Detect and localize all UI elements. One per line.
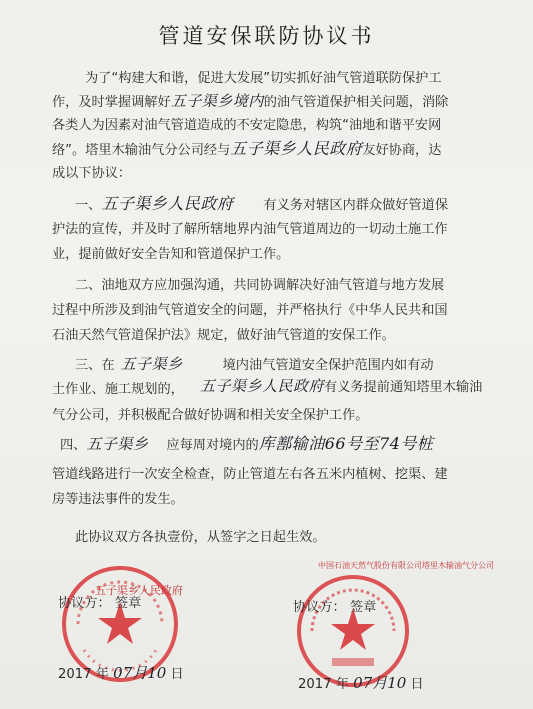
p3-line2: 过程中所涉及到油气管道安全的问题，并严格执行《中华人民共和国 xyxy=(52,303,448,318)
p1-line2 xyxy=(52,93,448,111)
p1-line3: 各类人为因素对油气管道造成的不安定隐患，构筑“油地和谐平安网 xyxy=(52,118,442,133)
left-date-handwritten: 07月10 xyxy=(113,664,167,682)
right-party-sign-label: 协议方： 签章 xyxy=(293,600,377,615)
handwritten-location: 五子渠乡境内 xyxy=(170,92,264,110)
right-date-year: 2017 年 xyxy=(298,677,349,692)
left-seal-text: 五子渠乡人民政府 xyxy=(95,584,183,597)
p1-line5: 成以下协议： xyxy=(52,166,132,181)
handwritten-government: 五子渠乡人民政府 xyxy=(101,194,234,213)
left-date-year: 2017 年 xyxy=(58,667,109,682)
p5-line3: 房等违法事件的发生。 xyxy=(52,492,184,507)
p2-line1 xyxy=(75,196,448,214)
effective-clause: 此协议双方各执壹份，从签字之日起生效。 xyxy=(75,530,326,545)
p4-line2-rest xyxy=(200,378,482,396)
p4-line3: 气分公司，并积极配合做好协调和相关安全保护工作。 xyxy=(52,408,369,423)
p3-line1: 二、油地双方应加强沟通，共同协调解决好油气管道与地方发展 xyxy=(75,278,445,293)
right-sign-date xyxy=(298,672,424,693)
p1-line4-start: 络”。塔里木输油气分公司经与 xyxy=(52,143,231,158)
p1-line1: 为了“构建大和谐，促进大发展”切实抓好油气管道联防保护工 xyxy=(85,71,442,86)
p2-line1-start: 一、 xyxy=(75,198,102,213)
p1-line4-end: 友好协商，达 xyxy=(362,143,442,158)
p5-line2: 管道线路进行一次安全检查，防止管道左右各五米内植树、挖渠、建 xyxy=(52,467,448,482)
p5-line1-mid: 应每周对境内的 xyxy=(166,438,259,453)
left-date-day: 日 xyxy=(170,667,184,682)
p1-line2-start: 作，及时掌握调解好 xyxy=(52,95,171,110)
p2-line3: 业，提前做好安全告知和管道保护工作。 xyxy=(52,247,290,262)
p4-line2-start: 土作业、施工规划的， xyxy=(52,382,184,397)
left-party-sign-label: 协议方： 签章 xyxy=(58,596,142,611)
p2-line2: 护法的宣传，并及时了解所辖地界内油气管道周边的一切动土施工作 xyxy=(52,222,448,237)
p2-line1-end: 有义务对辖区内群众做好管道保 xyxy=(263,198,449,213)
document-title: 管道安保联防协议书 xyxy=(158,24,375,48)
p4-line1-start: 三、在 xyxy=(75,358,115,373)
p4-line2-end: 有义务提前通知塔里木输油 xyxy=(324,380,483,395)
p4-line1-end: 境内油气管道安全保护范围内如有动 xyxy=(222,358,434,373)
right-date-handwritten: 07月10 xyxy=(353,674,407,692)
p4-line2 xyxy=(52,382,184,398)
handwritten-town: 五子渠乡 xyxy=(86,435,149,453)
p4-line1 xyxy=(75,356,434,374)
right-date-day: 日 xyxy=(410,677,424,692)
left-sign-date xyxy=(58,662,184,683)
p3-line3: 石油天然气管道保护法》规定，做好油气管道的安保工作。 xyxy=(52,328,395,343)
p1-line2-end: 的油气管道保护相关问题，消除 xyxy=(263,95,449,110)
handwritten-government: 五子渠乡人民政府 xyxy=(200,377,325,395)
handwritten-town: 五子渠乡 xyxy=(120,355,183,373)
p1-line4 xyxy=(52,141,441,159)
p5-line1 xyxy=(60,436,433,454)
handwritten-pipeline-section: 库鄯输油66号至74号桩 xyxy=(258,434,434,453)
right-seal-text: 中国石油天然气股份有限公司塔里木输油气分公司 xyxy=(318,561,494,570)
p5-line1-start: 四、 xyxy=(60,438,87,453)
handwritten-government: 五子渠乡人民政府 xyxy=(230,139,363,158)
